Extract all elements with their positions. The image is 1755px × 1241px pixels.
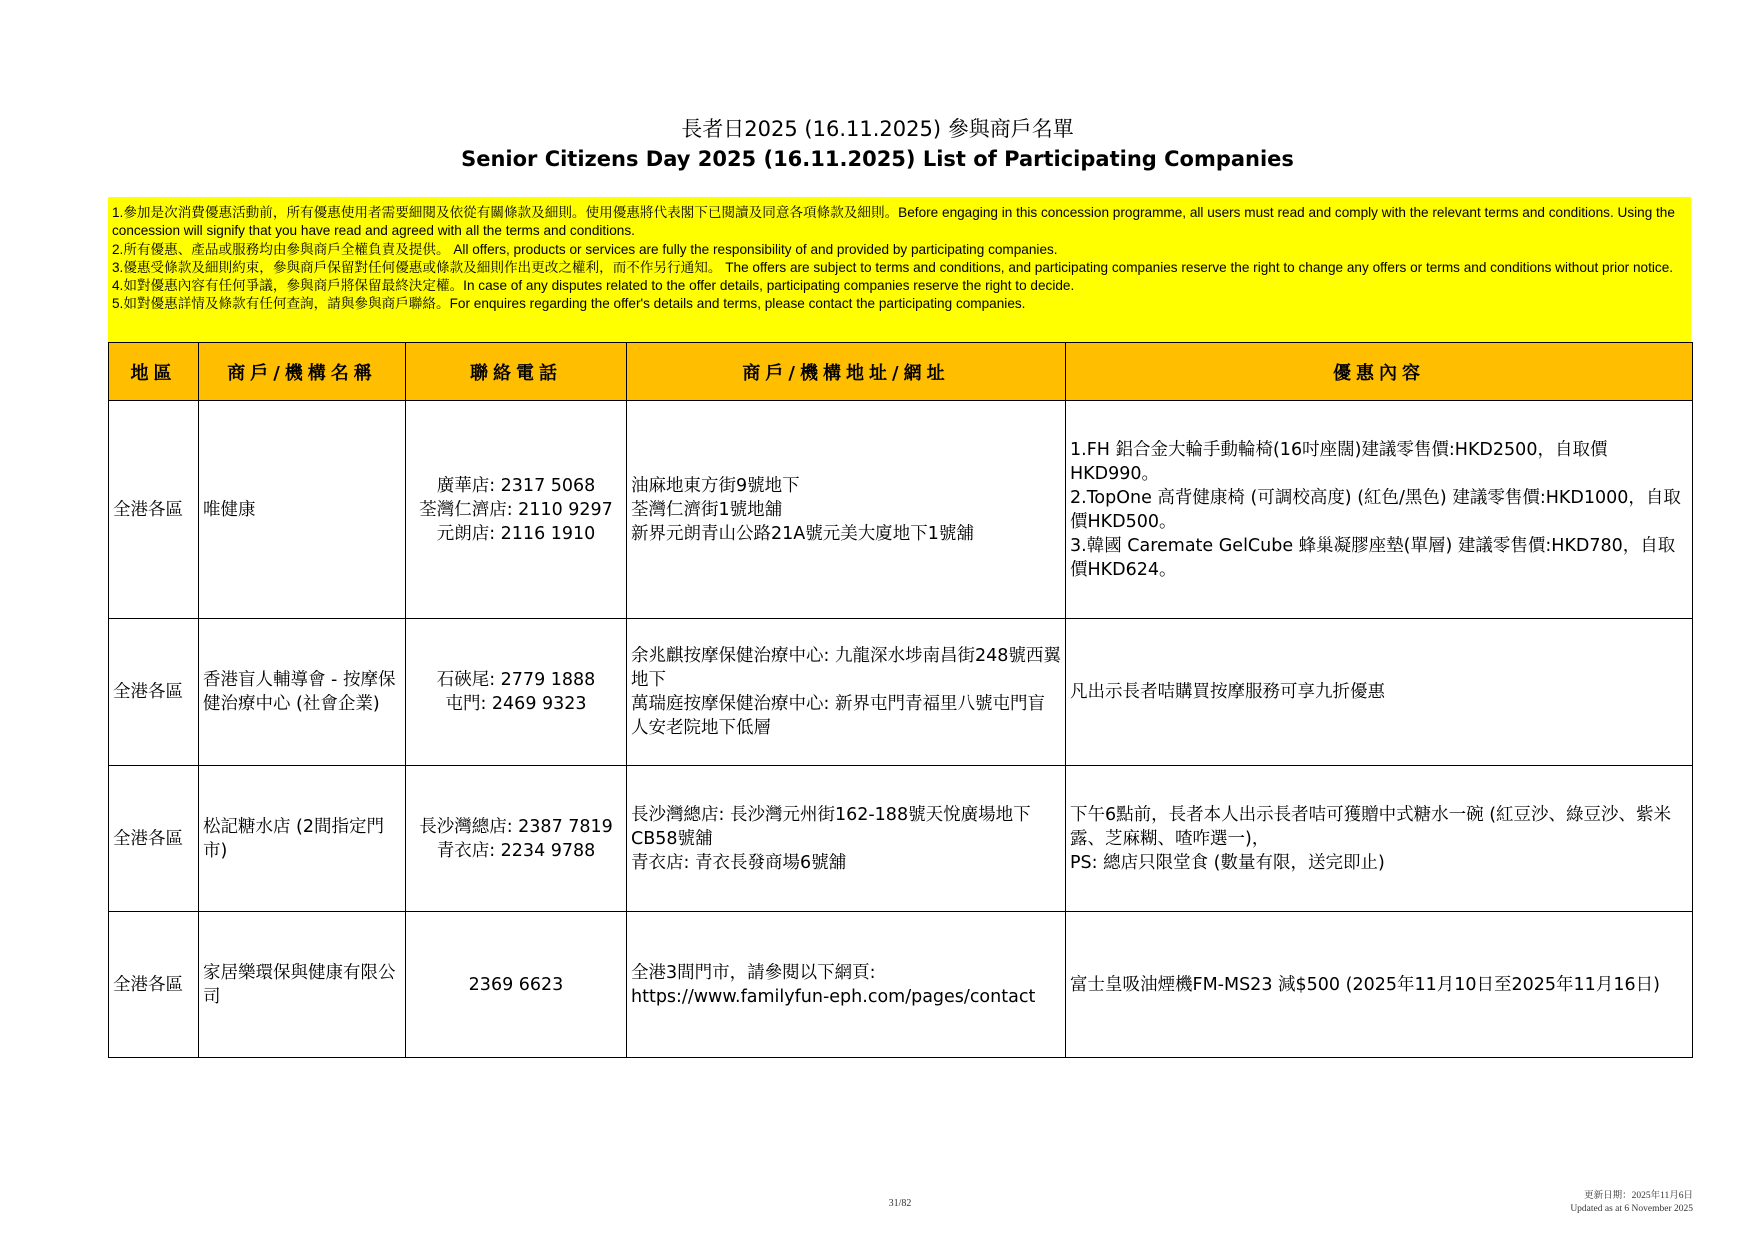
cell-offer [1066,401,1693,619]
cell-phone [406,912,627,1058]
table-row [109,912,1693,1058]
cell-company-name: 香港盲人輔導會 - 按摩保健治療中心 (社會企業) [199,619,406,766]
cell-offer [1066,619,1693,766]
table-row [109,401,1693,619]
table-row [109,619,1693,766]
update-date-en: Updated as at 6 November 2025 [1570,1204,1693,1214]
cell-address [627,766,1066,912]
cell-district: 全港各區 [109,619,199,766]
phone-line: 荃灣仁濟店: 2110 9297 [419,499,613,520]
offer-line: 下午6點前，長者本人出示長者咭可獲贈中式糖水一碗 (紅豆沙、綠豆沙、紫米露、芝麻糊、喳咋選一)， [1070,804,1672,849]
cell-company-name: 唯健康 [199,401,406,619]
phone-line: 2369 6623 [468,974,564,995]
cell-district: 全港各區 [109,401,199,619]
address-line: 長沙灣總店: 長沙灣元州街162-188號天悅廣場地下CB58號舖 [631,804,1031,849]
page-title-zh: 長者日2025 (16.11.2025) 參與商戶名單 [681,117,1074,141]
address-line: 萬瑞庭按摩保健治療中心: 新界屯門青福里八號屯門盲人安老院地下低層 [631,694,1045,738]
notice-line: 5.如對優惠詳情及條款有任何查詢，請與參與商戶聯絡。For enquires regarding the offer's details and terms, please contact the participating companies. [112,296,1026,312]
page-title-en: Senior Citizens Day 2025 (16.11.2025) List of Participating Companies [461,147,1294,171]
cell-phone [406,766,627,912]
cell-district: 全港各區 [109,912,199,1058]
phone-line: 青衣店: 2234 9788 [436,840,596,861]
page-title-block [0,114,1755,174]
update-date-zh: 更新日期：2025年11月6日 [1584,1191,1693,1201]
address-line: 新界元朗青山公路21A號元美大廈地下1號舖 [631,523,974,544]
participating-companies-table [108,342,1693,1058]
phone-line: 石硤尾: 2779 1888 [436,670,596,690]
cell-address [627,401,1066,619]
cell-phone [406,401,627,619]
page-number: 31/82 [888,1198,912,1209]
table-header-row [109,343,1693,401]
address-line: 全港3間門市，請參閱以下網頁: [631,962,876,983]
header-phone: 聯絡電話 [406,343,627,401]
cell-company-name: 家居樂環保與健康有限公司 [199,912,406,1058]
address-link[interactable]: https://www.familyfun-eph.com/pages/contact [631,986,1036,1007]
phone-line: 屯門: 2469 9323 [445,694,587,714]
address-line: 余兆麒按摩保健治療中心: 九龍深水埗南昌街248號西翼地下 [631,646,1061,690]
terms-notice [108,197,1691,342]
phone-line: 廣華店: 2317 5068 [436,475,596,496]
address-line: 油麻地東方街9號地下 [631,475,800,496]
offer-line: 富士皇吸油煙機FM-MS23 減$500 (2025年11月10日至2025年11月16日) [1070,974,1660,995]
offer-line: 1.FH 鋁合金大輪手動輪椅(16吋座闊)建議零售價:HKD2500，自取價HKD990。 [1070,439,1608,484]
cell-phone [406,619,627,766]
offer-line: 2.TopOne 高背健康椅 (可調校高度) (紅色/黑色) 建議零售價:HKD1000，自取價HKD500。 [1070,487,1681,532]
offer-line: PS: 總店只限堂食 (數量有限，送完即止) [1070,852,1385,873]
offer-line: 凡出示長者咭購買按摩服務可享九折優惠 [1070,682,1385,702]
address-line: 荃灣仁濟街1號地舖 [631,499,783,520]
phone-line: 長沙灣總店: 2387 7819 [419,816,613,837]
table-row [109,766,1693,912]
notice-line: 2.所有優惠、產品或服務均由參與商戶全權負責及提供。 All offers, products or services are fully the responsibility of and provided by participating companies. [112,241,1058,257]
cell-company-name: 松記糖水店 (2間指定門市) [199,766,406,912]
phone-line: 元朗店: 2116 1910 [436,523,596,544]
header-company-name: 商戶/機構名稱 [199,343,406,401]
notice-line: 3.優惠受條款及細則約束，參與商戶保留對任何優惠或條款及細則作出更改之權利，而不作另行通知。 The offers are subject to terms and conditions, and participating companies reserve the right to change any offers or terms and conditions without prior notice. [112,259,1674,275]
address-line: 青衣店: 青衣長發商場6號舖 [631,852,847,873]
header-district: 地區 [109,343,199,401]
update-date [1570,1190,1693,1216]
cell-offer [1066,766,1693,912]
header-address: 商戶/機構地址/網址 [627,343,1066,401]
header-offer: 優惠內容 [1066,343,1693,401]
cell-offer [1066,912,1693,1058]
offer-line: 3.韓國 Caremate GelCube 蜂巢凝膠座墊(單層) 建議零售價:HKD780，自取價HKD624。 [1070,535,1676,580]
notice-line: 1.參加是次消費優惠活動前，所有優惠使用者需要細閱及依從有關條款及細則。使用優惠將代表閣下已閱讀及同意各項條款及細則。Before engaging in this concession programme, all users must read and comply with the relevant terms and conditions. Using the concession will signify that you have read and agreed with all the terms and conditions. [112,205,1675,239]
cell-district: 全港各區 [109,766,199,912]
notice-line: 4.如對優惠內容有任何爭議，參與商戶將保留最終決定權。In case of any disputes related to the offer details, participating companies reserve the right to decide. [112,278,1075,294]
cell-address [627,619,1066,766]
cell-address [627,912,1066,1058]
